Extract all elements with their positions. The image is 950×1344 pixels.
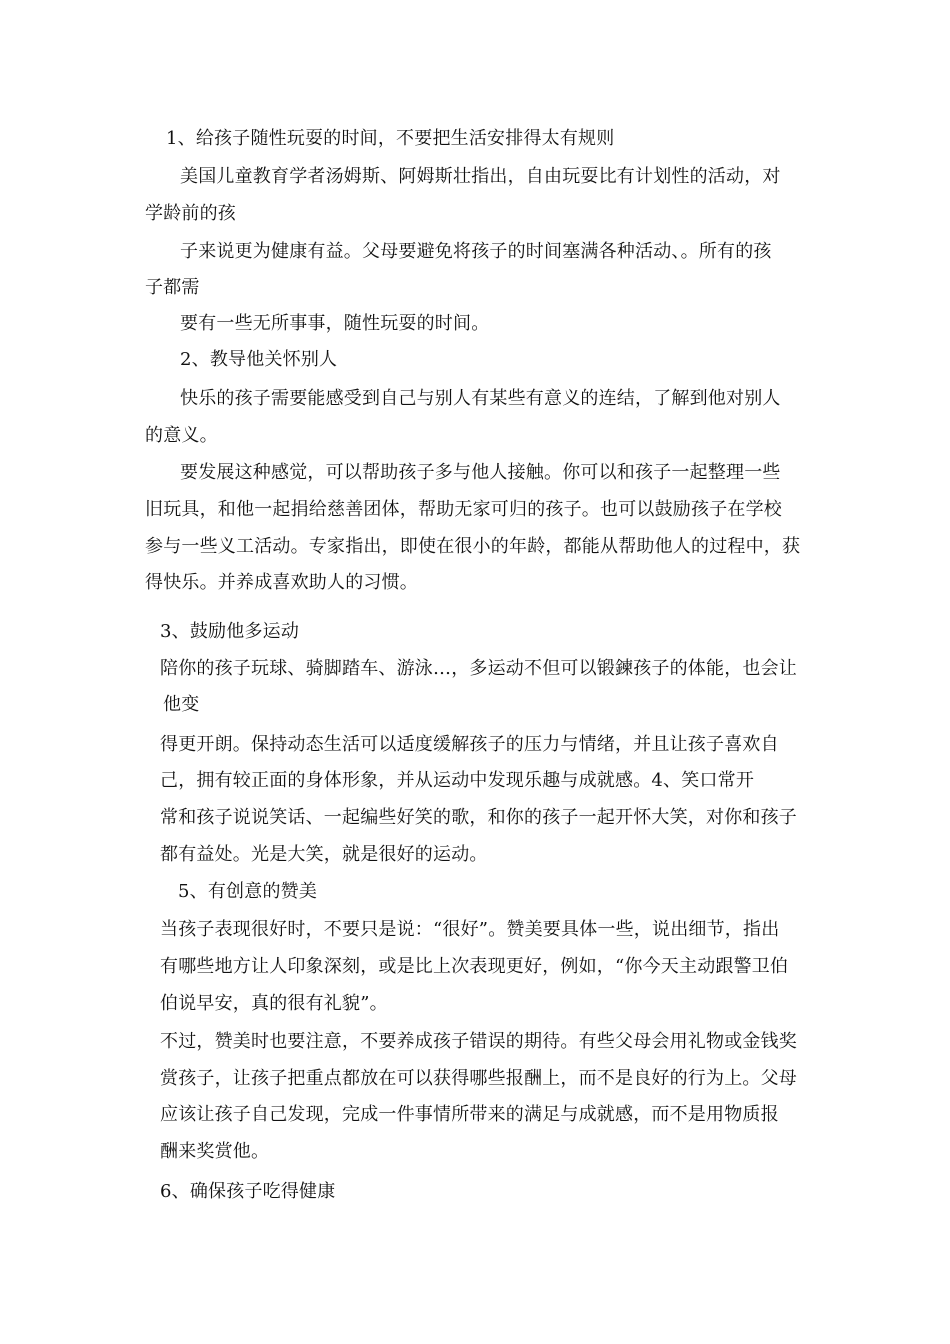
paragraph-line: 学龄前的孩 bbox=[145, 203, 236, 224]
paragraph-line: 子来说更为健康有益。父母要避免将孩子的时间塞满各种活动、。所有的孩 bbox=[180, 241, 772, 262]
heading-3: 3、鼓励他多运动 bbox=[160, 621, 300, 642]
heading-1: 1、给孩子随性玩耍的时间，不要把生活安排得太有规则 bbox=[166, 128, 615, 149]
heading-6: 6、确保孩子吃得健康 bbox=[160, 1181, 336, 1202]
heading-2: 2、教导他关怀别人 bbox=[180, 349, 338, 370]
paragraph-line: 常和孩子说说笑话、一起编些好笑的歌，和你的孩子一起开怀大笑，对你和孩子 bbox=[160, 807, 797, 828]
paragraph-line: 应该让孩子自己发现，完成一件事情所带来的满足与成就感，而不是用物质报 bbox=[160, 1104, 779, 1125]
paragraph-line: 伯说早安，真的很有礼貌”。 bbox=[160, 993, 388, 1014]
paragraph-line: 得快乐。并养成喜欢助人的习惯。 bbox=[145, 572, 418, 593]
paragraph-line: 酬来奖赏他。 bbox=[160, 1141, 270, 1162]
paragraph-line: 快乐的孩子需要能感受到自己与别人有某些有意义的连结，了解到他对别人 bbox=[180, 388, 781, 409]
paragraph-line: 不过，赞美时也要注意，不要养成孩子错误的期待。有些父母会用礼物或金钱奖 bbox=[160, 1031, 797, 1052]
paragraph-line: 要发展这种感觉，可以帮助孩子多与他人接触。你可以和孩子一起整理一些 bbox=[180, 462, 781, 483]
paragraph-line: 得更开朗。保持动态生活可以适度缓解孩子的压力与情绪，并且让孩子喜欢自 bbox=[160, 734, 779, 755]
paragraph-line: 己，拥有较正面的身体形象，并从运动中发现乐趣与成就感。4、笑口常开 bbox=[160, 770, 755, 791]
paragraph-line: 都有益处。光是大笑，就是很好的运动。 bbox=[160, 844, 488, 865]
paragraph-line: 美国儿童教育学者汤姆斯、阿姆斯壮指出，自由玩耍比有计划性的活动，对 bbox=[180, 166, 781, 187]
heading-5: 5、有创意的赞美 bbox=[178, 881, 318, 902]
paragraph-line: 旧玩具，和他一起捐给慈善团体，帮助无家可归的孩子。也可以鼓励孩子在学校 bbox=[145, 499, 782, 520]
paragraph-line: 的意义。 bbox=[145, 425, 218, 446]
paragraph-line: 他变 bbox=[163, 694, 200, 715]
paragraph-line: 有哪些地方让人印象深刻，或是比上次表现更好，例如，“你今天主动跟警卫伯 bbox=[160, 956, 789, 977]
paragraph-line: 子都需 bbox=[145, 277, 200, 298]
paragraph-line: 要有一些无所事事，随性玩耍的时间。 bbox=[180, 313, 490, 334]
paragraph-line: 陪你的孩子玩球、骑脚踏车、游泳…，多运动不但可以锻鍊孩子的体能，也会让 bbox=[160, 658, 797, 679]
paragraph-line: 参与一些义工活动。专家指出，即使在很小的年龄，都能从帮助他人的过程中，获 bbox=[145, 536, 801, 557]
paragraph-line: 赏孩子，让孩子把重点都放在可以获得哪些报酬上，而不是良好的行为上。父母 bbox=[160, 1068, 797, 1089]
paragraph-line: 当孩子表现很好时，不要只是说：“很好”。赞美要具体一些，说出细节，指出 bbox=[160, 919, 780, 940]
